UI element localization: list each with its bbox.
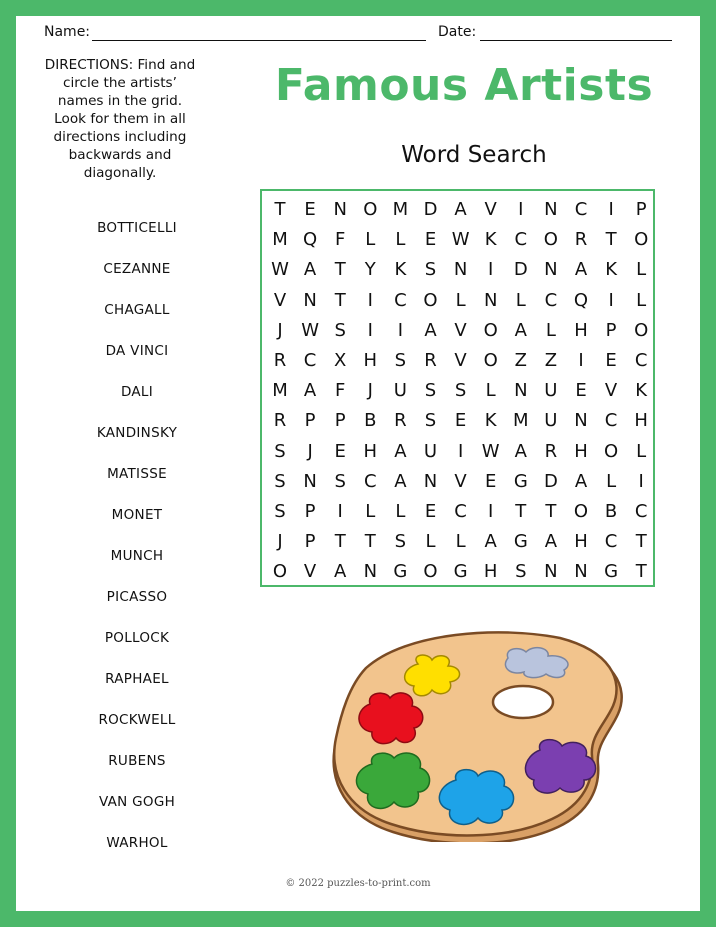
grid-letter[interactable]: R — [574, 229, 588, 251]
grid-letter[interactable]: I — [488, 259, 494, 281]
page-subtitle: Word Search — [401, 142, 547, 168]
grid-letter[interactable]: R — [544, 440, 558, 462]
grid-letter[interactable]: S — [424, 410, 437, 432]
grid-letter[interactable]: J — [307, 440, 313, 462]
grid-letter[interactable]: H — [574, 531, 588, 553]
grid-letter[interactable]: M — [272, 380, 288, 402]
grid-letter[interactable]: B — [604, 501, 618, 522]
grid-letter[interactable]: N — [333, 199, 347, 220]
grid-row — [262, 410, 653, 440]
grid-letter[interactable]: N — [483, 289, 498, 311]
grid-letter[interactable]: J — [277, 319, 283, 341]
grid-letter[interactable]: Q — [303, 229, 318, 251]
grid-row — [262, 229, 653, 259]
grid-letter[interactable]: L — [455, 531, 466, 553]
grid-letter[interactable]: N — [544, 561, 558, 583]
grid-letter[interactable]: K — [635, 380, 648, 402]
grid-letter[interactable]: K — [394, 259, 407, 281]
grid-letter[interactable]: Y — [364, 259, 376, 281]
page-title: Famous Artists — [274, 60, 654, 111]
grid-letter[interactable]: N — [453, 259, 468, 281]
grid-letter[interactable]: O — [604, 440, 619, 462]
grid-row — [262, 561, 653, 591]
grid-letter[interactable]: O — [363, 199, 378, 220]
grid-letter[interactable]: T — [334, 259, 346, 281]
grid-letter[interactable]: C — [544, 289, 558, 311]
word-list-item: KANDINSKY — [96, 425, 178, 441]
grid-letter[interactable]: H — [363, 440, 378, 462]
grid-letter[interactable]: D — [543, 470, 558, 492]
grid-letter[interactable]: U — [544, 410, 558, 432]
grid-letter[interactable]: A — [424, 319, 437, 341]
grid-letter[interactable]: V — [454, 319, 467, 341]
grid-letter[interactable]: W — [481, 440, 500, 462]
grid-letter[interactable]: C — [394, 289, 407, 311]
grid-letter[interactable]: L — [636, 259, 647, 281]
grid-letter[interactable]: L — [395, 229, 406, 251]
grid-letter[interactable]: A — [303, 259, 317, 281]
grid-row — [262, 380, 653, 410]
grid-letter[interactable]: P — [304, 410, 316, 432]
grid-letter[interactable]: O — [573, 501, 589, 522]
grid-row — [262, 290, 653, 320]
grid-letter[interactable]: N — [544, 199, 558, 220]
grid-letter[interactable]: S — [274, 501, 286, 522]
grid-letter[interactable]: S — [334, 319, 346, 341]
grid-letter[interactable]: P — [334, 410, 346, 432]
grid-letter[interactable]: S — [394, 350, 407, 371]
grid-letter[interactable]: G — [513, 531, 528, 553]
copyright-footer: © 2022 puzzles-to-print.com — [285, 878, 431, 889]
grid-letter[interactable]: R — [424, 350, 437, 371]
grid-letter[interactable]: E — [485, 470, 497, 492]
grid-letter[interactable]: R — [394, 410, 407, 432]
grid-letter[interactable]: G — [513, 470, 528, 492]
grid-letter[interactable]: I — [367, 289, 373, 311]
grid-letter[interactable]: O — [272, 561, 288, 583]
grid-letter[interactable]: I — [337, 501, 343, 522]
word-list-item: RAPHAEL — [105, 671, 169, 687]
grid-letter[interactable]: S — [274, 470, 286, 492]
grid-letter[interactable]: S — [515, 561, 527, 583]
grid-letter[interactable]: S — [394, 531, 407, 553]
grid-letter[interactable]: K — [484, 410, 497, 432]
directions-text: DIRECTIONS: Find and circle the artists’ names in the grid. Look for them in all directions including backwards and diagonally. — [44, 57, 196, 181]
grid-letter[interactable]: T — [515, 501, 527, 522]
word-list-item: CEZANNE — [103, 261, 171, 277]
grid-letter[interactable]: I — [367, 319, 373, 341]
grid-letter[interactable]: V — [273, 289, 287, 311]
grid-letter[interactable]: M — [513, 410, 529, 432]
word-list-item: VAN GOGH — [98, 794, 176, 810]
grid-row — [262, 501, 653, 531]
grid-letter[interactable]: E — [605, 350, 617, 371]
grid-letter[interactable]: P — [304, 501, 316, 522]
word-list-item: MATISSE — [107, 466, 167, 482]
grid-letter[interactable]: T — [605, 229, 617, 251]
grid-letter[interactable]: J — [277, 531, 283, 553]
grid-letter[interactable]: O — [634, 229, 649, 251]
grid-letter[interactable]: A — [303, 380, 317, 402]
grid-letter[interactable]: N — [574, 561, 588, 583]
grid-letter[interactable]: V — [604, 380, 618, 402]
grid-letter[interactable]: F — [335, 229, 346, 251]
grid-letter[interactable]: H — [574, 440, 588, 462]
grid-letter[interactable]: L — [545, 319, 556, 341]
grid-letter[interactable]: I — [397, 319, 404, 341]
grid-letter[interactable]: O — [423, 289, 438, 311]
paint-palette-illustration — [328, 622, 628, 842]
grid-letter[interactable]: M — [392, 199, 409, 220]
grid-letter[interactable]: D — [423, 199, 438, 220]
grid-letter[interactable]: O — [483, 350, 498, 371]
word-list-item: RUBENS — [108, 753, 166, 769]
grid-letter[interactable]: C — [574, 199, 588, 220]
grid-letter[interactable]: G — [604, 561, 619, 583]
grid-letter[interactable]: T — [545, 501, 557, 522]
grid-letter[interactable]: T — [274, 199, 286, 220]
grid-letter[interactable]: L — [395, 501, 406, 522]
grid-letter[interactable]: E — [424, 229, 437, 251]
word-list-item: MONET — [111, 507, 163, 523]
grid-letter[interactable]: H — [363, 350, 378, 371]
grid-letter[interactable]: T — [635, 561, 647, 583]
word-list-item: CHAGALL — [104, 302, 170, 318]
grid-letter[interactable]: I — [608, 199, 614, 220]
grid-letter[interactable]: L — [365, 501, 376, 522]
grid-letter[interactable]: L — [515, 289, 526, 311]
grid-letter[interactable]: L — [455, 289, 466, 311]
grid-row — [262, 471, 653, 501]
grid-letter[interactable]: O — [423, 561, 438, 583]
grid-letter[interactable]: T — [334, 289, 346, 311]
grid-letter[interactable]: A — [394, 440, 407, 462]
grid-row — [262, 320, 653, 350]
grid-letter[interactable]: W — [271, 259, 289, 281]
word-list-item: DA VINCI — [105, 343, 169, 359]
grid-letter[interactable]: C — [514, 229, 528, 251]
grid-letter[interactable]: I — [457, 440, 464, 462]
grid-letter[interactable]: P — [304, 531, 316, 553]
grid-letter[interactable]: H — [574, 319, 588, 341]
word-list-item: MUNCH — [110, 548, 164, 564]
date-label: Date: — [438, 24, 477, 40]
grid-letter[interactable]: W — [301, 319, 319, 341]
grid-letter[interactable]: Q — [573, 289, 589, 311]
word-list-item: PICASSO — [106, 589, 168, 605]
grid-letter[interactable]: N — [423, 470, 438, 492]
grid-row — [262, 531, 653, 561]
grid-letter[interactable]: L — [425, 531, 436, 553]
word-list-item: ROCKWELL — [98, 712, 176, 728]
grid-row — [262, 199, 653, 229]
grid-letter[interactable]: V — [484, 199, 497, 220]
grid-letter[interactable]: W — [451, 229, 470, 251]
grid-letter[interactable]: I — [608, 289, 614, 311]
grid-letter[interactable]: A — [454, 199, 467, 220]
grid-letter[interactable]: N — [303, 470, 317, 492]
grid-letter[interactable]: S — [334, 470, 346, 492]
grid-letter[interactable]: P — [605, 319, 617, 341]
thumb-hole — [493, 686, 553, 718]
grid-letter[interactable]: H — [483, 561, 498, 583]
grid-letter[interactable]: E — [424, 501, 437, 522]
grid-letter[interactable]: L — [365, 229, 376, 251]
grid-letter[interactable]: M — [272, 229, 288, 251]
grid-letter[interactable]: O — [543, 229, 558, 251]
grid-row — [262, 441, 653, 471]
grid-letter[interactable]: L — [606, 470, 617, 492]
grid-letter[interactable]: C — [454, 501, 467, 522]
grid-letter[interactable]: C — [634, 350, 648, 371]
grid-letter[interactable]: C — [604, 531, 618, 553]
grid-letter[interactable]: V — [454, 350, 467, 371]
grid-row — [262, 350, 653, 380]
grid-letter[interactable]: I — [518, 199, 524, 220]
grid-letter[interactable]: Z — [544, 350, 558, 371]
grid-letter[interactable]: J — [367, 380, 373, 402]
word-search-grid — [260, 189, 655, 587]
grid-letter[interactable]: C — [364, 470, 377, 492]
grid-letter[interactable]: G — [393, 561, 408, 583]
grid-letter[interactable]: C — [604, 410, 618, 432]
word-list-item: POLLOCK — [104, 630, 170, 646]
grid-letter[interactable]: Z — [514, 350, 527, 371]
grid-letter[interactable]: N — [303, 289, 317, 311]
grid-letter[interactable]: S — [274, 440, 286, 462]
grid-letter[interactable]: D — [513, 259, 528, 281]
grid-letter[interactable]: R — [273, 410, 287, 432]
grid-letter[interactable]: C — [303, 350, 317, 371]
name-label: Name: — [44, 24, 91, 40]
grid-letter[interactable]: E — [304, 199, 316, 220]
date-line — [480, 40, 672, 41]
word-list-item: WARHOL — [106, 835, 168, 851]
grid-letter[interactable]: F — [335, 380, 346, 402]
grid-letter[interactable]: L — [485, 380, 496, 402]
grid-letter[interactable]: U — [423, 440, 438, 462]
grid-letter[interactable]: R — [273, 350, 287, 371]
grid-letter[interactable]: N — [363, 561, 378, 583]
grid-letter[interactable]: A — [334, 561, 347, 583]
grid-letter[interactable]: S — [454, 380, 467, 402]
word-list-item: DALI — [120, 384, 154, 400]
grid-letter[interactable]: P — [635, 199, 647, 220]
grid-letter[interactable]: N — [544, 259, 558, 281]
grid-letter[interactable]: A — [514, 319, 527, 341]
grid-letter[interactable]: A — [574, 259, 588, 281]
grid-letter[interactable]: K — [605, 259, 617, 281]
grid-letter[interactable]: T — [334, 531, 346, 553]
grid-letter[interactable]: X — [334, 350, 347, 371]
grid-letter[interactable]: E — [575, 380, 587, 402]
grid-letter[interactable]: T — [635, 531, 647, 553]
grid-letter[interactable]: E — [454, 410, 467, 432]
grid-letter[interactable]: L — [636, 289, 647, 311]
grid-letter[interactable]: G — [453, 561, 468, 583]
grid-letter[interactable]: N — [514, 380, 528, 402]
grid-letter[interactable]: K — [484, 229, 497, 251]
grid-row — [262, 259, 653, 289]
grid-letter[interactable]: S — [424, 259, 437, 281]
grid-letter[interactable]: T — [364, 531, 376, 553]
grid-letter[interactable]: I — [578, 350, 584, 371]
grid-letter[interactable]: H — [634, 410, 648, 432]
grid-letter[interactable]: S — [424, 380, 437, 402]
grid-letter[interactable]: L — [636, 440, 647, 462]
grid-letter[interactable]: I — [488, 501, 494, 522]
grid-letter[interactable]: E — [334, 440, 346, 462]
grid-letter[interactable]: C — [634, 501, 648, 522]
grid-letter[interactable]: A — [484, 531, 497, 553]
word-list-item: BOTTICELLI — [97, 220, 177, 236]
grid-letter[interactable]: A — [544, 531, 558, 553]
grid-letter[interactable]: V — [303, 561, 317, 583]
grid-letter[interactable]: B — [364, 410, 377, 432]
grid-letter[interactable]: A — [394, 470, 407, 492]
grid-letter[interactable]: A — [514, 440, 527, 462]
name-line — [92, 40, 426, 41]
grid-letter[interactable]: V — [454, 470, 467, 492]
grid-letter[interactable]: I — [638, 470, 644, 492]
grid-letter[interactable]: U — [393, 380, 407, 402]
grid-letter[interactable]: O — [483, 319, 498, 341]
grid-letter[interactable]: O — [634, 319, 649, 341]
grid-letter[interactable]: N — [574, 410, 588, 432]
grid-letter[interactable]: U — [544, 380, 558, 402]
grid-letter[interactable]: A — [574, 470, 588, 492]
